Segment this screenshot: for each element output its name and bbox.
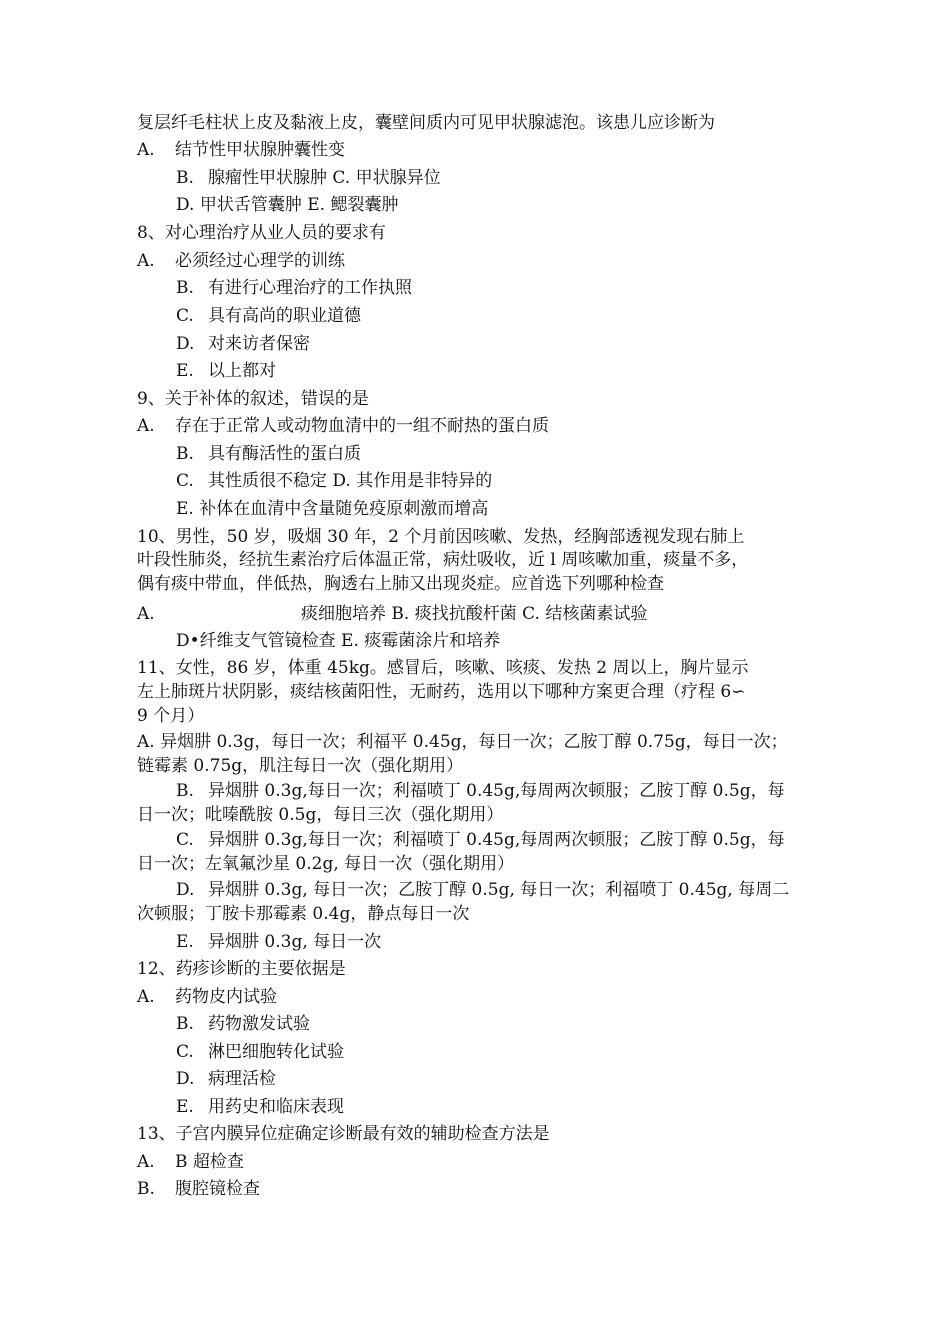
q8-option-b <box>176 277 412 299</box>
q8-stem <box>137 222 386 244</box>
option-letter: B. <box>176 278 194 298</box>
q12-stem <box>137 958 346 980</box>
q10-option-de <box>176 630 500 652</box>
intro-option-bc <box>176 167 441 189</box>
option-letter: D. <box>176 880 195 900</box>
q11-option-d-line <box>137 903 469 925</box>
option-letter: B. <box>176 444 194 464</box>
q11-option-d <box>176 879 789 901</box>
option-letter: A. <box>137 987 155 1007</box>
q10-option-abc <box>137 603 647 625</box>
option-text: 药物皮内试验 <box>175 987 277 1007</box>
q13-option-a <box>137 1151 244 1173</box>
option-text: 次顿服；丁胺卡那霉素 0.4g，静点每日一次 <box>137 904 470 924</box>
stem-text: 13、子宫内膜异位症确定诊断最有效的辅助检查方法是 <box>137 1124 550 1144</box>
option-text: 对来访者保密 <box>208 334 310 354</box>
q13-stem <box>137 1123 550 1145</box>
option-letter: A. <box>137 604 155 624</box>
stem-text: 9、关于补体的叙述，错误的是 <box>137 389 369 409</box>
option-letter: E. <box>176 932 194 952</box>
option-letter: A. <box>137 416 155 436</box>
option-letter: D. <box>176 334 195 354</box>
option-text: 日一次；吡嗪酰胺 0.5g，每日三次（强化期用） <box>137 805 504 825</box>
option-text: 异烟肼 0.3g, 每日一次；乙胺丁醇 0.5g, 每日一次；利福喷丁 0.45g, 每周二 <box>208 880 790 900</box>
q9-stem <box>137 388 369 410</box>
option-letter: D. <box>176 1069 195 1089</box>
q11-option-a-line <box>137 755 463 777</box>
option-letter: E. <box>176 1097 194 1117</box>
stem-text: 复层纤毛柱状上皮及黏液上皮，囊壁间质内可见甲状腺滤泡。该患儿应诊断为 <box>137 113 715 133</box>
option-letter: C. <box>176 471 194 491</box>
option-text: 链霉素 0.75g，肌注每日一次（强化期用） <box>137 756 464 776</box>
option-text: 痰细胞培养 B. 痰找抗酸杆菌 C. 结核菌素试验 <box>301 604 648 624</box>
stem-text: 偶有痰中带血，伴低热，胸透右上肺又出现炎症。应首选下列哪种检查 <box>137 574 664 594</box>
option-text: 病理活检 <box>208 1069 276 1089</box>
option-letter: A. <box>137 251 155 271</box>
option-letter: A. <box>137 1152 155 1172</box>
q8-option-a <box>137 250 345 272</box>
q9-option-cd <box>176 470 492 492</box>
option-text: 腹腔镜检查 <box>175 1179 260 1199</box>
q11-stem-line <box>137 705 204 727</box>
stem-text: 9 个月） <box>137 706 205 726</box>
intro-option-a <box>137 139 345 161</box>
option-text: D•纤维支气管镜检查 E. 痰霉菌涂片和培养 <box>176 631 501 651</box>
option-text: 结节性甲状腺肿囊性变 <box>175 140 345 160</box>
option-text: 有进行心理治疗的工作执照 <box>208 278 412 298</box>
option-text: 具有酶活性的蛋白质 <box>208 444 361 464</box>
option-letter: C. <box>176 830 194 850</box>
q10-stem-line <box>137 526 744 548</box>
q8-option-e <box>176 360 276 382</box>
q11-option-a-line <box>137 731 788 753</box>
q12-option-b <box>176 1013 310 1035</box>
intro-stem-line <box>137 112 715 134</box>
option-text: 用药史和临床表现 <box>208 1097 344 1117</box>
stem-text: 8、对心理治疗从业人员的要求有 <box>137 223 386 243</box>
option-text: 异烟肼 0.3g, 每日一次 <box>208 932 382 952</box>
option-letter: B. <box>176 781 194 801</box>
q11-stem-line <box>137 657 749 679</box>
option-text: 药物激发试验 <box>208 1014 310 1034</box>
option-text: A. 异烟肼 0.3g，每日一次；利福平 0.45g，每日一次；乙胺丁醇 0.75g，每日一次； <box>137 732 788 752</box>
option-text: 存在于正常人或动物血清中的一组不耐热的蛋白质 <box>175 416 549 436</box>
option-text: 其性质很不稳定 D. 其作用是非特异的 <box>208 471 493 491</box>
option-text: 日一次；左氧氟沙星 0.2g, 每日一次（强化期用） <box>137 854 515 874</box>
option-text: 异烟肼 0.3g,每日一次；利福喷丁 0.45g,每周两次顿服；乙胺丁醇 0.5g，每 <box>208 781 785 801</box>
q9-option-b <box>176 443 361 465</box>
q11-option-b <box>176 780 785 802</box>
option-text: 腺瘤性甲状腺肿 C. 甲状腺异位 <box>208 168 441 188</box>
stem-text: 10、男性，50 岁，吸烟 30 年，2 个月前因咳嗽、发热，经胸部透视发现右肺上 <box>137 527 745 547</box>
q12-option-c <box>176 1041 344 1063</box>
q9-option-a <box>137 415 549 437</box>
q9-option-e <box>176 498 488 520</box>
q12-option-e <box>176 1096 344 1118</box>
q12-option-d <box>176 1068 276 1090</box>
intro-option-de <box>176 194 398 216</box>
option-text: 以上都对 <box>208 361 276 381</box>
option-letter: B. <box>176 1014 194 1034</box>
option-letter: B. <box>137 1179 155 1199</box>
option-text: 异烟肼 0.3g,每日一次；利福喷丁 0.45g,每周两次顿服；乙胺丁醇 0.5g，每 <box>208 830 785 850</box>
q8-option-c <box>176 305 361 327</box>
q12-option-a <box>137 986 277 1008</box>
q11-option-c <box>176 829 785 851</box>
stem-text: 12、药疹诊断的主要依据是 <box>137 959 346 979</box>
option-text: 必须经过心理学的训练 <box>175 251 345 271</box>
stem-text: 叶段性肺炎，经抗生素治疗后体温正常，病灶吸收，近 l 周咳嗽加重，痰量不多， <box>137 550 749 570</box>
q10-stem-line <box>137 549 748 571</box>
option-letter: A. <box>137 140 155 160</box>
q11-option-e <box>176 931 381 953</box>
option-text: D. 甲状舌管囊肿 E. 鳃裂囊肿 <box>176 195 399 215</box>
q13-option-b <box>137 1178 260 1200</box>
q8-option-d <box>176 333 310 355</box>
option-text: B 超检查 <box>175 1152 244 1172</box>
option-text: E. 补体在血清中含量随免疫原刺激而增高 <box>176 499 489 519</box>
q11-option-b-line <box>137 804 503 826</box>
q11-option-c-line <box>137 853 514 875</box>
q11-stem-line <box>137 681 745 703</box>
option-letter: C. <box>176 306 194 326</box>
option-letter: C. <box>176 1042 194 1062</box>
option-letter: B. <box>176 168 194 188</box>
stem-text: 11、女性，86 岁，体重 45kg。感冒后，咳嗽、咳痰、发热 2 周以上，胸片显示 <box>137 658 749 678</box>
option-text: 具有高尚的职业道德 <box>208 306 361 326</box>
q10-stem-line <box>137 573 664 595</box>
option-letter: E. <box>176 361 194 381</box>
option-text: 淋巴细胞转化试验 <box>208 1042 344 1062</box>
stem-text: 左上肺斑片状阴影，痰结核菌阳性，无耐药，选用以下哪种方案更合理（疗程 6∽ <box>137 682 746 702</box>
